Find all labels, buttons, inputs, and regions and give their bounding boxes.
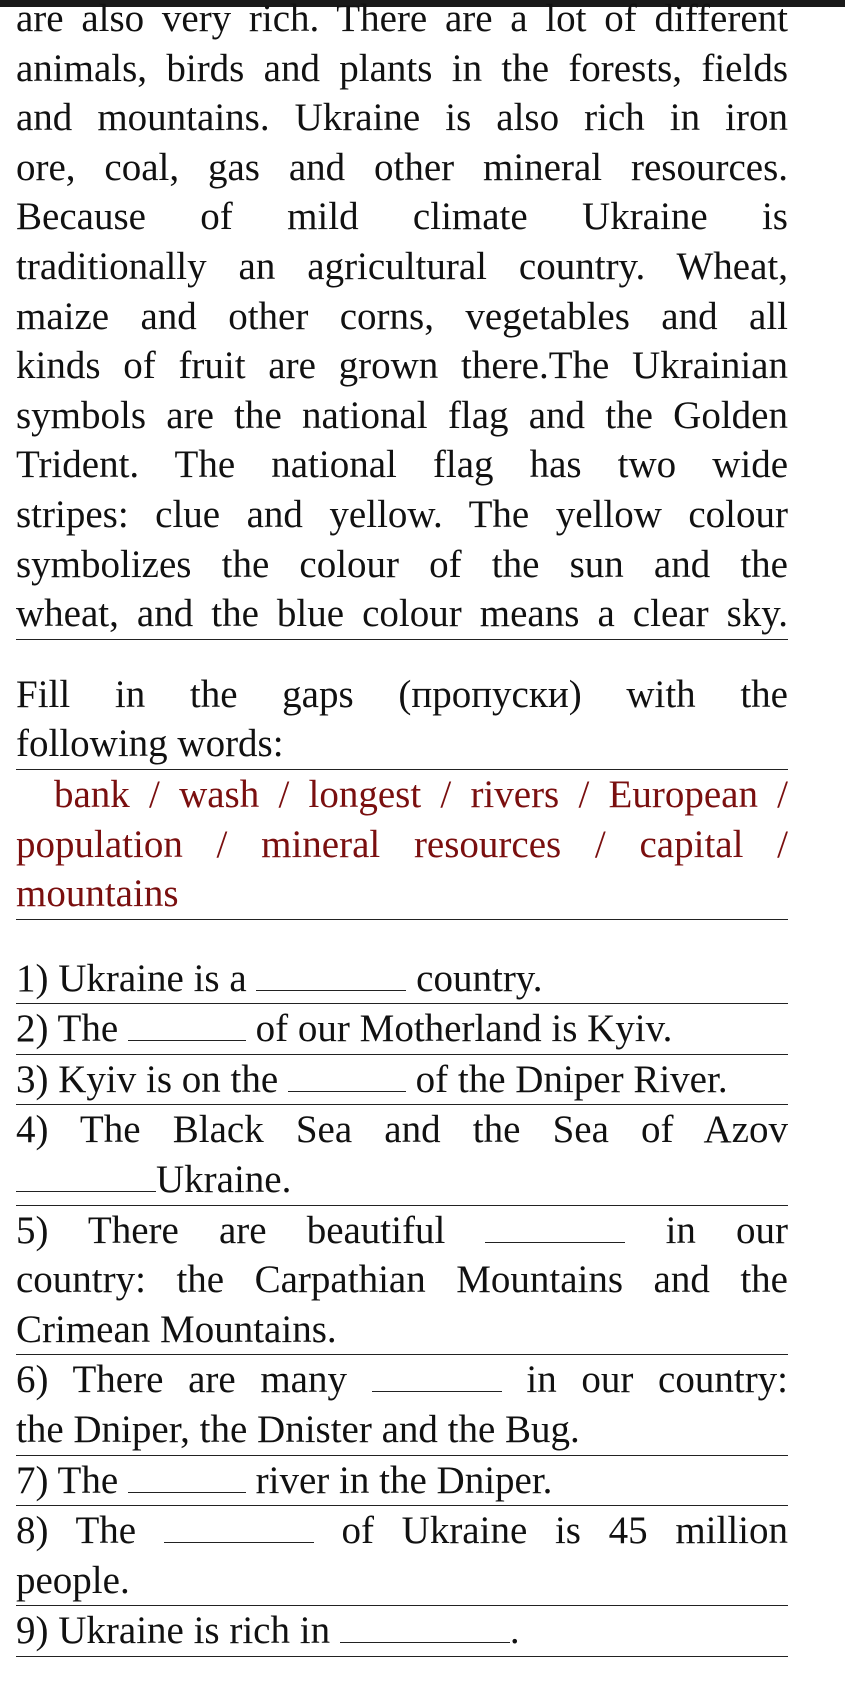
- exercise-2: 2) The of our Motherland is Kyiv.: [16, 1004, 788, 1055]
- passage-line: Trident. The national flag has two wide: [16, 443, 788, 487]
- answer-blank[interactable]: [485, 1212, 625, 1243]
- answer-blank[interactable]: [288, 1061, 406, 1092]
- passage: [16, 0, 788, 640]
- passage-line: and mountains. Ukraine is also rich in iron: [16, 96, 788, 140]
- task-instruction: [16, 670, 788, 770]
- exercise-1: 1) Ukraine is a country.: [16, 954, 788, 1005]
- exercise-6: 6) There are many in our country:: [16, 1358, 789, 1402]
- exercise-list: [16, 954, 788, 1657]
- exercise-4-line: 4) The Black Sea and the Sea of Azov: [16, 1108, 788, 1152]
- exercise-9: 9) Ukraine is rich in .: [16, 1606, 788, 1657]
- word-bank-line: mountains: [16, 869, 788, 920]
- passage-line: symbols are the national flag and the Golden: [16, 393, 788, 437]
- passage-line: animals, birds and plants in the forests, fields: [16, 46, 788, 90]
- section-spacer: [16, 920, 788, 954]
- passage-line: ore, coal, gas and other mineral resources.: [16, 145, 788, 189]
- answer-blank[interactable]: [340, 1612, 510, 1643]
- instruction-line: following words:: [16, 719, 788, 770]
- document-page: [16, 0, 788, 1657]
- answer-blank[interactable]: [128, 1010, 246, 1041]
- exercise-3: 3) Kyiv is on the of the Dniper River.: [16, 1055, 788, 1106]
- passage-line: wheat, and the blue colour means a clear sky.: [16, 589, 788, 640]
- passage-line: stripes: clue and yellow. The yellow colour: [16, 492, 788, 536]
- answer-blank[interactable]: [372, 1361, 502, 1392]
- exercise-5-line: country: the Carpathian Mountains and the: [16, 1258, 788, 1302]
- exercise-8: 8) The of Ukraine is 45 million: [16, 1509, 789, 1553]
- passage-line: maize and other corns, vegetables and all: [16, 294, 788, 338]
- exercise-5: 5) There are beautiful in our: [16, 1208, 789, 1252]
- exercise-4: Ukraine.: [16, 1155, 788, 1206]
- answer-blank[interactable]: [164, 1512, 314, 1543]
- passage-line: symbolizes the colour of the sun and the: [16, 542, 788, 586]
- exercise-5-line: Crimean Mountains.: [16, 1305, 788, 1356]
- word-bank: [16, 770, 788, 920]
- answer-blank[interactable]: [256, 960, 406, 991]
- exercise-8-line: people.: [16, 1556, 788, 1607]
- exercise-7: 7) The river in the Dniper.: [16, 1456, 788, 1507]
- answer-blank[interactable]: [16, 1161, 156, 1192]
- instruction-line: Fill in the gaps (пропуски) with the: [16, 672, 788, 716]
- passage-line: traditionally an agricultural country. Wheat,: [16, 244, 788, 288]
- exercise-6-line: the Dniper, the Dnister and the Bug.: [16, 1405, 788, 1456]
- answer-blank[interactable]: [128, 1462, 246, 1493]
- passage-line: Because of mild climate Ukraine is: [16, 195, 788, 239]
- passage-line: kinds of fruit are grown there.The Ukrainian: [16, 344, 788, 388]
- word-bank-line: population / mineral resources / capital /: [16, 822, 788, 866]
- section-spacer: [16, 640, 788, 670]
- passage-line: are also very rich. There are a lot of different: [16, 0, 788, 40]
- word-bank-line: bank / wash / longest / rivers / European /: [54, 772, 788, 816]
